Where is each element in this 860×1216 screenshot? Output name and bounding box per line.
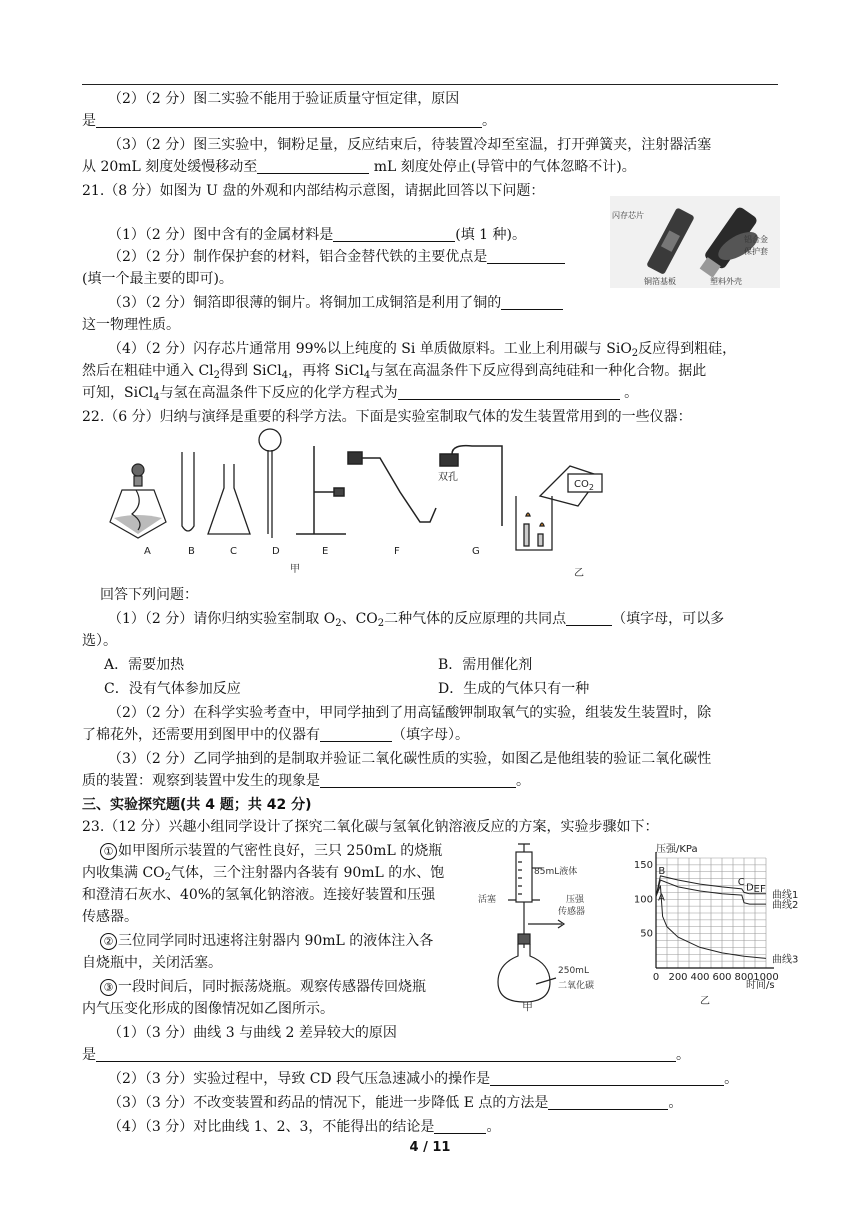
point-label-d: D [746, 882, 754, 894]
jia-valve: 活塞 [478, 895, 497, 905]
q23-step3b: 内气压变化形成的图像情况如乙图所示。 [82, 1001, 334, 1017]
y-tick-label: 150 [633, 859, 653, 871]
answer-blank[interactable] [548, 1095, 668, 1110]
q22-part2: （2）（2 分）在科学实验考查中，甲同学抽到了用高锰酸钾制取氧气的实验，组装发生装置时，除 [108, 705, 712, 721]
usb-figure [610, 196, 780, 288]
answer-blank[interactable] [434, 1119, 486, 1134]
label-cu: 铜箔基板 [644, 277, 676, 286]
answer-blank[interactable] [487, 249, 565, 264]
label-g: G [472, 546, 480, 557]
answer-blank[interactable] [490, 1071, 724, 1086]
step-number: ③ [100, 979, 117, 996]
chart-series [656, 866, 798, 966]
chart-caption: 乙 [700, 996, 710, 1007]
q23-step1d: 传感器。 [82, 909, 138, 925]
answer-blank[interactable] [257, 159, 369, 174]
q23-step3: ③ 一段时间后，同时振荡烧瓶。观察传感器传回烧瓶 [100, 978, 426, 996]
answer-blank[interactable] [501, 295, 563, 310]
answer-blank[interactable] [333, 227, 455, 242]
q23-head: 23.（12 分）兴趣小组同学设计了探究二氧化碳与氢氧化钠溶液反应的方案，实验步骤如下： [82, 819, 659, 835]
step-number: ① [100, 843, 117, 860]
q23-step1c: 和澄清石灰水、40%的氢氧化钠溶液。连接好装置和压强 [82, 887, 436, 903]
answer-blank[interactable] [96, 1047, 676, 1062]
label-shuangkong: 双孔 [438, 472, 458, 483]
step-number: ② [100, 933, 117, 950]
q22-ask: 回答下列问题： [100, 587, 198, 603]
q21-head: 21.（8 分）如图为 U 盘的外观和内部结构示意图，请据此回答以下问题： [82, 183, 545, 199]
label-f: F [394, 546, 400, 557]
jia-caption: 甲 [522, 1000, 533, 1013]
jia-sensor1: 压强 [566, 895, 585, 905]
q22-part3b: 质的装置：观察到装置中发生的现象是 。 [82, 773, 530, 789]
x-tick-label: 400 [690, 972, 710, 983]
option-a: A．需要加热 [104, 657, 185, 673]
jia-sensor2: 传感器 [558, 907, 586, 917]
apparatus-b [182, 452, 194, 531]
label-jia: 甲 [290, 564, 300, 575]
q22-part1b: 选）。 [82, 633, 117, 649]
header-rule [82, 84, 778, 85]
apparatus-e [296, 446, 346, 534]
label-al2: 保护套 [744, 247, 768, 256]
q21-part4b: 然后在粗硅中通入 $Cl_2$得到 SiCl$_4$，再将 SiCl$_4$与氢在高温条件下反应得到高纯硅和一种化合物。据此 [82, 363, 707, 381]
answer-blank[interactable] [320, 773, 516, 788]
q21-part3b: 这一物理性质。 [82, 317, 180, 333]
x-tick-label: 1000 [753, 972, 779, 983]
label-yi: 乙 [574, 568, 584, 578]
point-label-b: B [658, 865, 666, 877]
option-b: B．需用催化剂 [438, 657, 533, 673]
q23-step1: ① 如甲图所示装置的气密性良好，三只 250mL 的烧瓶 [100, 842, 442, 860]
jia-liquid: 85mL液体 [534, 867, 578, 877]
q21-part1: （1）（2 分）图中含有的金属材料是 (填 1 种)。 [108, 227, 526, 243]
label-c: C [230, 546, 237, 557]
point-label-c: C [737, 876, 745, 888]
chart-xlabel: 时间/s [746, 980, 775, 991]
q20-part3-answer: 从 20mL 刻度处缓慢移动至 mL 刻度处停止(导管中的气体忽略不计)。 [82, 159, 636, 175]
q23-step2: ② 三位同学同时迅速将注射器内 90mL 的液体注入各 [100, 932, 433, 950]
option-c: C．没有气体参加反应 [104, 681, 241, 697]
chart-grid [656, 858, 766, 968]
q23-jia-figure [478, 838, 602, 1013]
apparatus-figure [100, 426, 620, 578]
q23-part3: （3）（3 分）不改变装置和药品的情况下，能进一步降低 E 点的方法是 。 [108, 1095, 683, 1111]
x-tick-label: 0 [652, 972, 660, 983]
x-tick-label: 200 [668, 972, 688, 983]
q22-part2b: 了棉花外，还需要用到图甲中的仪器有 （填字母）。 [82, 727, 469, 743]
point-label-f: F [760, 883, 766, 895]
q20-part2: （2）（2 分）图二实验不能用于验证质量守恒定律，原因 [108, 91, 460, 107]
answer-blank[interactable] [398, 385, 620, 400]
apparatus-d [259, 429, 281, 538]
apparatus-g [440, 446, 502, 526]
y-tick-label: 100 [633, 894, 653, 906]
apparatus-f [348, 452, 436, 522]
jia-flask2: 二氧化碳 [558, 981, 595, 991]
point-label-e: E [753, 883, 760, 895]
q23-part4: （4）（3 分）对比曲线 1、2、3，不能得出的结论是 。 [108, 1119, 501, 1135]
chart-axes [656, 852, 774, 968]
jia-flask1: 250mL [558, 966, 589, 976]
label-chip: 闪存芯片 [612, 211, 644, 220]
series-label-3: 曲线3 [772, 954, 799, 966]
series-label-2: 曲线2 [772, 900, 799, 912]
q20-part3: （3）（2 分）图三实验中，铜粉足量，反应结束后，待装置冷却至室温，打开弹簧夹，注射器活塞 [108, 137, 712, 153]
apparatus-yi [516, 466, 602, 550]
answer-blank[interactable] [566, 611, 612, 626]
q21-part2b: (填一个最主要的即可)。 [82, 271, 233, 287]
label-a: A [144, 546, 151, 557]
q20-part2-answer: 是 。 [82, 113, 496, 129]
apparatus-a [110, 464, 166, 538]
q22-head: 22.（6 分）归纳与演绎是重要的科学方法。下面是实验室制取气体的发生装置常用到的一些仪器： [82, 409, 692, 425]
series-label-1: 曲线1 [772, 889, 799, 901]
label-b: B [188, 546, 195, 557]
q21-part2: （2）（2 分）制作保护套的材料，铝合金替代铁的主要优点是 [108, 248, 565, 266]
point-label-a: A [658, 892, 665, 904]
q23-step1b: 内收集满 $CO_2$气体，三个注射器内各装有 90mL 的水、饱 [82, 865, 445, 883]
x-tick-label: 800 [734, 972, 754, 983]
q21-part4c: 可知，SiCl$_4$与氢在高温条件下反应的化学方程式为 。 [82, 385, 639, 403]
q23-part1b: 是 。 [82, 1047, 690, 1063]
x-tick-label: 600 [712, 972, 732, 983]
q23-part2: （2）（3 分）实验过程中，导致 CD 段气压急速减小的操作是 。 [108, 1071, 739, 1087]
option-d: D．生成的气体只有一种 [438, 681, 590, 697]
q23-part1: （1）（3 分）曲线 3 与曲线 2 差异较大的原因 [108, 1025, 397, 1041]
chart-ylabel: 压强/KPa [656, 844, 698, 855]
q21-part3: （3）（2 分）铜箔即很薄的铜片。将铜加工成铜箔是利用了铜的 [108, 294, 563, 312]
label-e: E [322, 546, 329, 557]
q23-step2b: 自烧瓶中，关闭活塞。 [82, 955, 222, 971]
answer-blank[interactable] [320, 727, 392, 742]
section-title: 三、实验探究题(共 4 题；共 42 分) [82, 797, 312, 813]
label-co2: $CO_2$ [574, 479, 594, 492]
label-d: D [272, 546, 280, 557]
label-plastic: 塑料外壳 [710, 277, 742, 286]
page-number: 4 / 11 [409, 1140, 451, 1155]
q21-part4: （4）（2 分）闪存芯片通常用 99%以上纯度的 Si 单质做原料。工业上利用碳与 SiO$_2$反应得到粗硅， [108, 341, 737, 359]
q22-part1: （1）（2 分）请你归纳实验室制取 $O_2$、$CO_2$二种气体的反应原理的共同点 （填字母，可以多 [108, 611, 725, 629]
y-tick-label: 50 [640, 928, 653, 940]
answer-blank[interactable] [96, 113, 482, 128]
q22-part3: （3）（2 分）乙同学抽到的是制取并验证二氧化碳性质的实验，如图乙是他组装的验证二氧化碳性 [108, 751, 712, 767]
pressure-chart [626, 842, 806, 1012]
label-al: 铝合金 [744, 235, 768, 244]
apparatus-c [208, 464, 250, 534]
